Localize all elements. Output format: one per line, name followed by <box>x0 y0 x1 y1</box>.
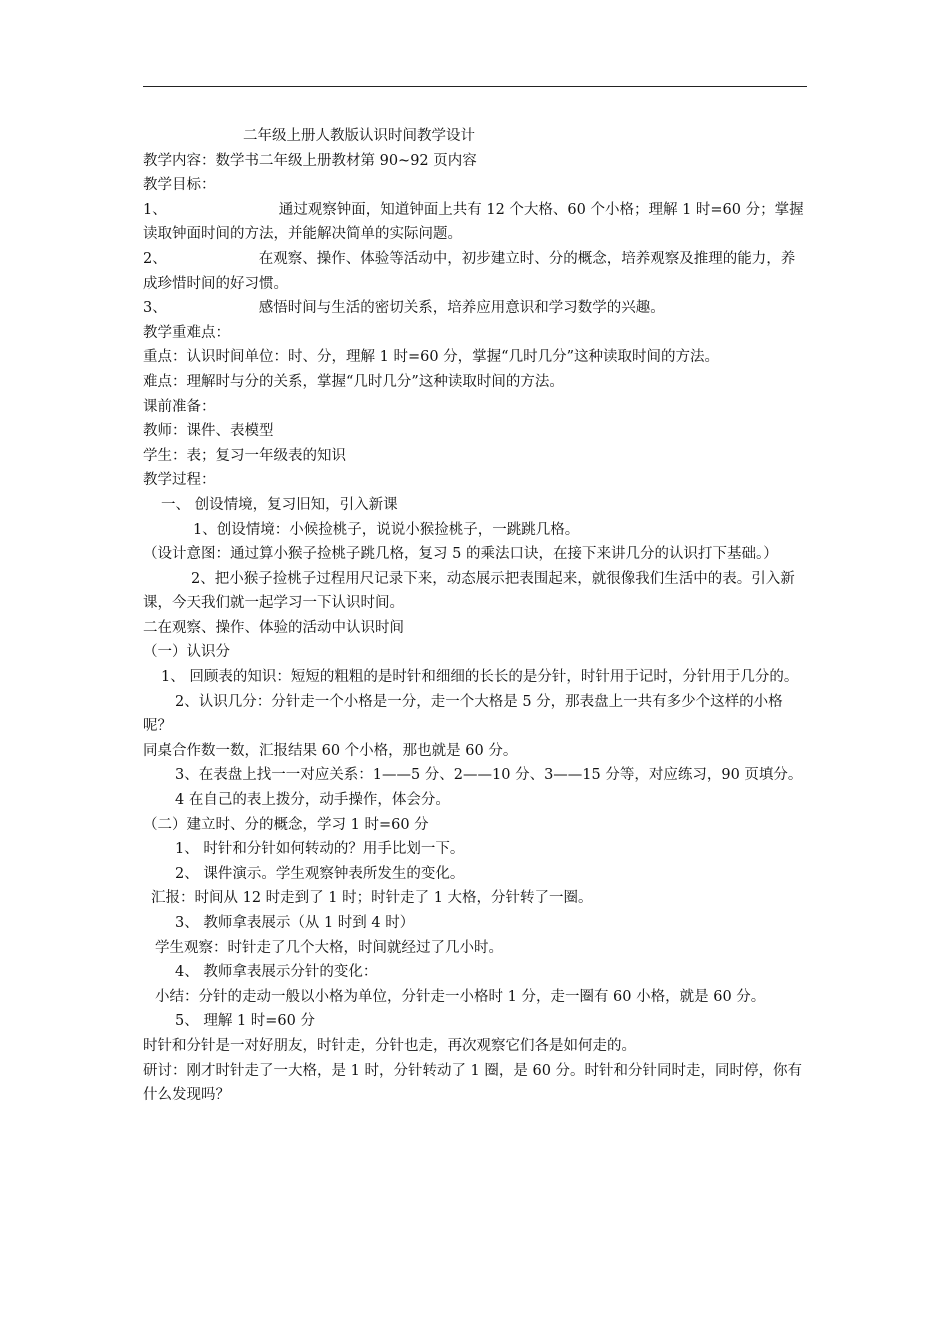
paragraph: 同桌合作数一数，汇报结果 60 个小格，那也就是 60 分。 <box>143 742 518 759</box>
paragraph <box>143 296 807 321</box>
paragraph <box>143 247 807 296</box>
paragraph: 学生：表；复习一年级表的知识 <box>143 447 346 464</box>
paragraph: 时针和分针是一对好朋友，时针走，分针也走，再次观察它们各是如何走的。 <box>143 1037 636 1054</box>
paragraph: 教学重难点： <box>143 324 230 341</box>
paragraph: 3、在表盘上找一一对应关系：1——5 分、2——10 分、3——15 分等，对应练习，90 页填分。 <box>175 767 803 784</box>
paragraph-text: 感悟时间与生活的密切关系，培养应用意识和学习数学的兴趣。 <box>258 300 665 317</box>
paragraph <box>143 198 807 247</box>
paragraph: 2、把小猴子捡桃子过程用尺记录下来，动态展示把表围起来，就很像我们生活中的表。引入新课，今天我们就一起学习一下认识时间。 <box>143 570 795 612</box>
paragraph: （二）建立时、分的概念，学习 1 时=60 分 <box>143 816 429 833</box>
document-body <box>143 124 807 1108</box>
paragraph: 4、 教师拿表展示分针的变化： <box>175 964 378 981</box>
paragraph: 二在观察、操作、体验的活动中认识时间 <box>143 619 404 636</box>
paragraph: 2、 课件演示。学生观察钟表所发生的变化。 <box>175 865 465 882</box>
paragraph: 3、 教师拿表展示（从 1 时到 4 时） <box>175 915 415 931</box>
paragraph: 汇报：时间从 12 时走到了 1 时；时针走了 1 大格，分针转了一圈。 <box>151 890 593 907</box>
paragraph: 1、 回顾表的知识：短短的粗粗的是时针和细细的长长的是分针，时针用于记时，分针用于几分的。 <box>161 669 799 686</box>
paragraph: 课前准备： <box>143 398 216 415</box>
paragraph: 一、 创设情境，复习旧知，引入新课 <box>161 496 398 513</box>
paragraph-text: 通过观察钟面，知道钟面上共有 12 个大格、60 个小格；理解 1 时=60 分；掌握读取钟面时间的方法，并能解决简单的实际问题。 <box>143 201 804 243</box>
paragraph: （设计意图：通过算小猴子捡桃子跳几格，复习 5 的乘法口诀，在接下来讲几分的认识打下基础。） <box>143 546 778 563</box>
paragraph: 教学过程： <box>143 472 216 489</box>
paragraph: 重点：认识时间单位：时、分，理解 1 时=60 分，掌握“几时几分”这种读取时间的方法。 <box>143 349 719 366</box>
list-number: 1、 <box>143 201 167 218</box>
paragraph: 小结：分针的走动一般以小格为单位，分针走一小格时 1 分，走一圈有 60 小格，就是 60 分。 <box>155 988 766 1005</box>
paragraph-text: 在观察、操作、体验等活动中，初步建立时、分的概念，培养观察及推理的能力，养成珍惜时间的好习惯。 <box>143 250 796 292</box>
paragraph: 教师：课件、表模型 <box>143 423 274 440</box>
header-rule <box>143 86 807 87</box>
paragraph: 2、认识几分：分针走一个小格是一分，走一个大格是 5 分，那表盘上一共有多少个这样的小格呢？ <box>143 693 783 735</box>
document-title: 二年级上册人教版认识时间教学设计 <box>243 128 475 144</box>
paragraph: 5、 理解 1 时=60 分 <box>175 1013 315 1030</box>
paragraph: 难点：理解时与分的关系，掌握“几时几分”这种读取时间的方法。 <box>143 373 564 390</box>
paragraph: 4 在自己的表上拨分，动手操作，体会分。 <box>175 792 450 809</box>
paragraph: 1、创设情境：小候捡桃子，说说小猴捡桃子，一跳跳几格。 <box>193 521 580 538</box>
paragraph: 研讨：刚才时针走了一大格，是 1 时，分针转动了 1 圈，是 60 分。时针和分针同时走，同时停，你有什么发现吗？ <box>143 1062 803 1104</box>
paragraph: 教学内容：数学书二年级上册教材第 90~92 页内容 <box>143 152 477 169</box>
list-number: 2、 <box>143 250 167 267</box>
paragraph: 1、 时针和分针如何转动的？用手比划一下。 <box>175 841 465 858</box>
paragraph: 学生观察：时针走了几个大格，时间就经过了几小时。 <box>155 939 503 956</box>
paragraph: 教学目标： <box>143 177 216 194</box>
paragraph: （一）认识分 <box>143 644 230 661</box>
list-number: 3、 <box>143 300 167 317</box>
